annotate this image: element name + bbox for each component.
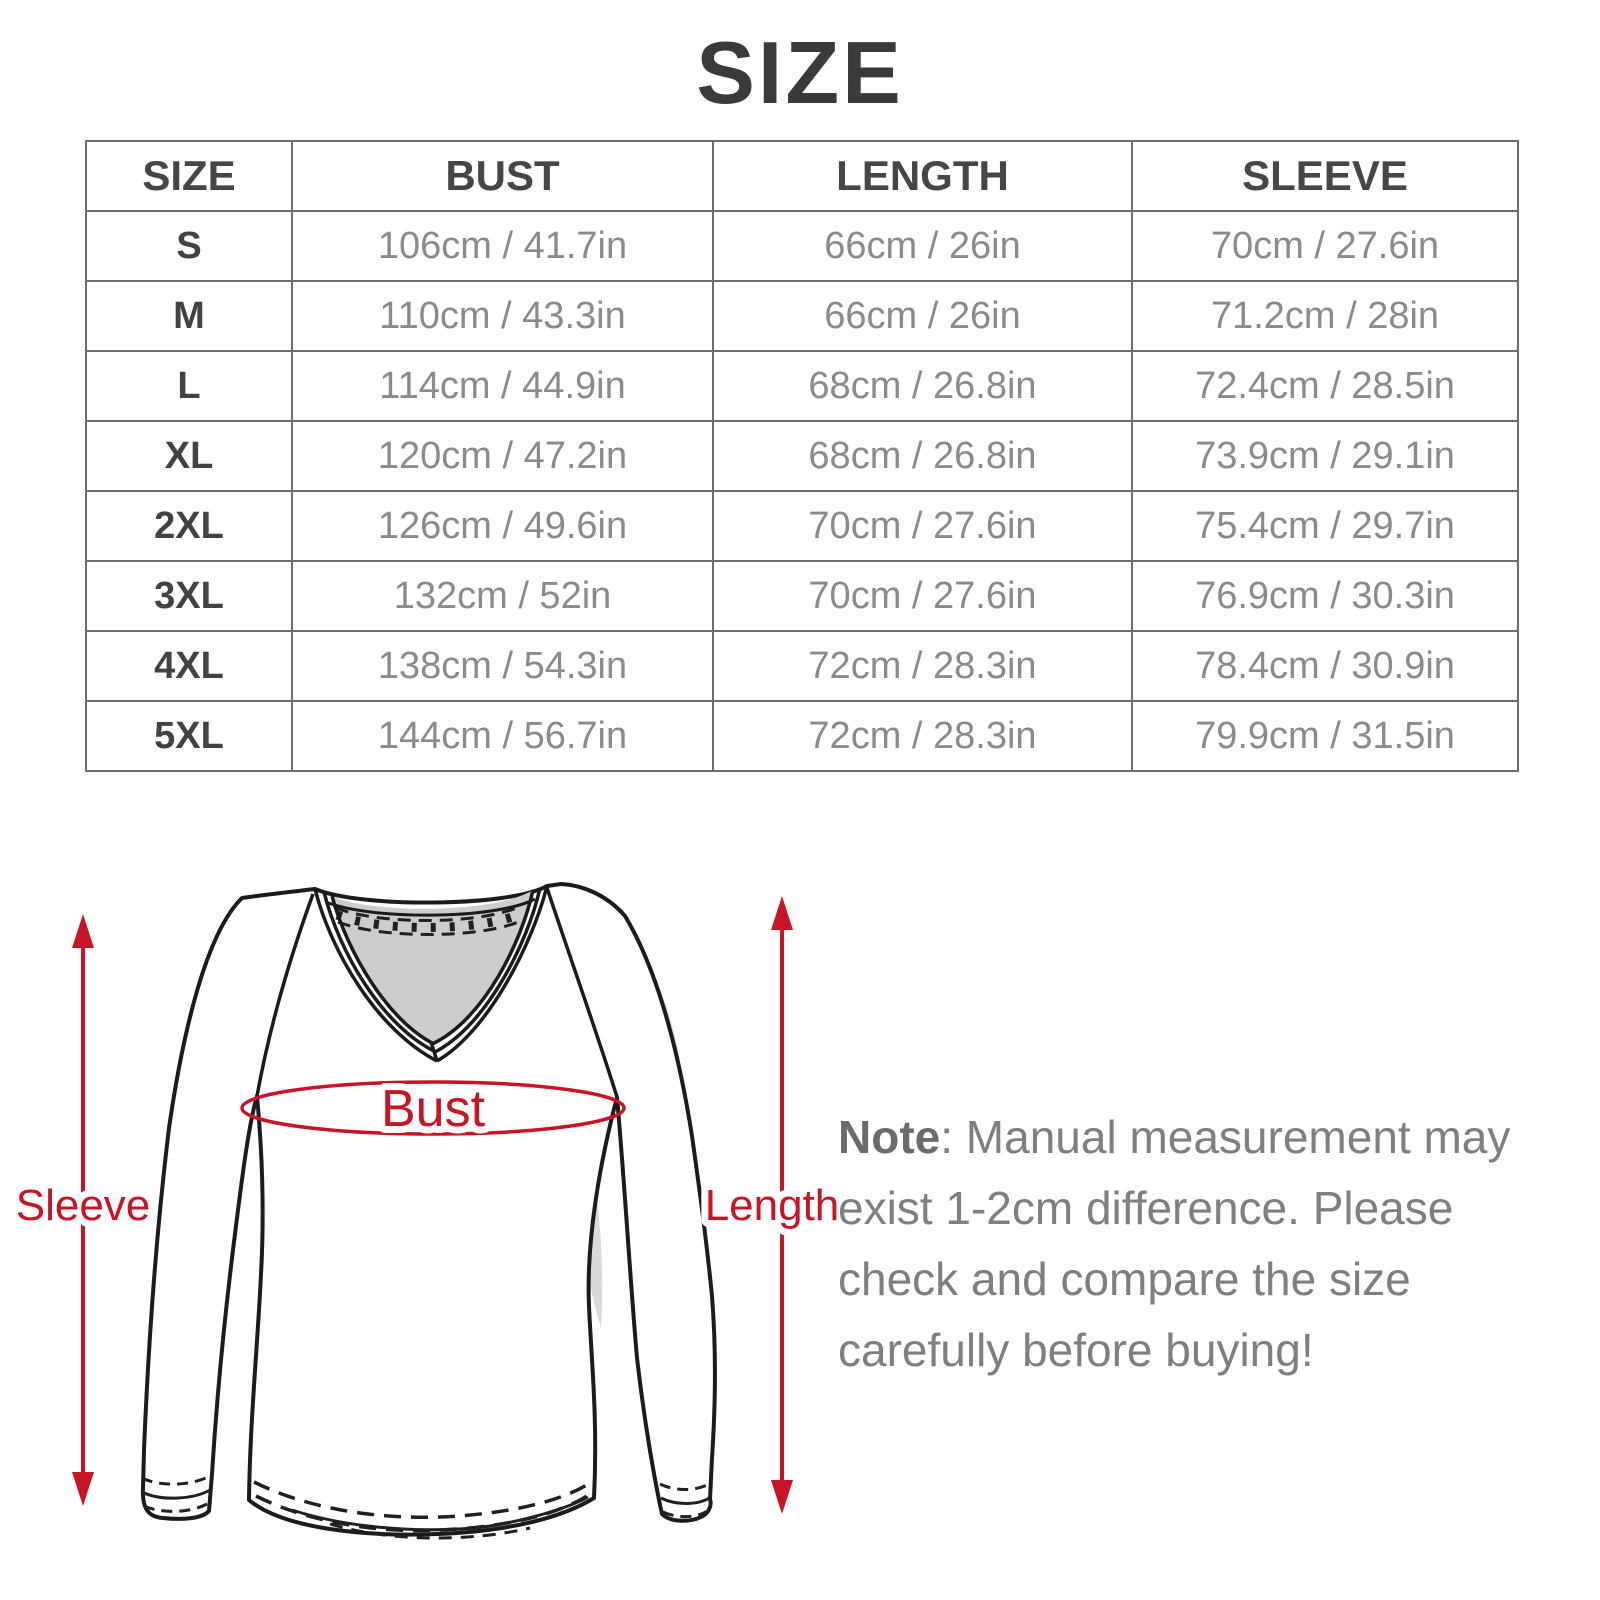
sleeve-value: 76.9cm / 30.3in (1132, 561, 1518, 631)
table-row (86, 561, 1518, 631)
length-value: 66cm / 26in (713, 281, 1132, 351)
size-label: 2XL (86, 491, 292, 561)
bust-value: 110cm / 43.3in (292, 281, 713, 351)
bust-value: 106cm / 41.7in (292, 211, 713, 281)
sleeve-value: 75.4cm / 29.7in (1132, 491, 1518, 561)
size-label: XL (86, 421, 292, 491)
table-row (86, 281, 1518, 351)
bust-value: 138cm / 54.3in (292, 631, 713, 701)
sleeve-value: 71.2cm / 28in (1132, 281, 1518, 351)
sleeve-value: 78.4cm / 30.9in (1132, 631, 1518, 701)
size-label: 5XL (86, 701, 292, 771)
size-label: L (86, 351, 292, 421)
bust-value: 120cm / 47.2in (292, 421, 713, 491)
bust-value: 144cm / 56.7in (292, 701, 713, 771)
bust-value: 132cm / 52in (292, 561, 713, 631)
size-label: S (86, 211, 292, 281)
table-row (86, 491, 1518, 561)
note-paragraph (838, 1102, 1544, 1386)
table-row (86, 421, 1518, 491)
length-label: Length (704, 1181, 840, 1230)
table-header-row (86, 141, 1518, 211)
length-value: 72cm / 28.3in (713, 701, 1132, 771)
length-value: 70cm / 27.6in (713, 561, 1132, 631)
page-title: SIZE (696, 23, 904, 122)
table-row (86, 211, 1518, 281)
sleeve-label: Sleeve (15, 1181, 151, 1230)
header-sleeve: SLEEVE (1132, 141, 1518, 211)
size-table (85, 140, 1519, 772)
header-size: SIZE (86, 141, 292, 211)
table-row (86, 631, 1518, 701)
size-label: M (86, 281, 292, 351)
size-label: 4XL (86, 631, 292, 701)
note-label: Note (838, 1111, 941, 1163)
sleeve-value: 73.9cm / 29.1in (1132, 421, 1518, 491)
shirt-measurement-diagram (15, 858, 840, 1578)
header-bust: BUST (292, 141, 713, 211)
note-text: : Manual measurement may exist 1-2cm difference. Please check and compare the size carefully before buying! (838, 1111, 1511, 1376)
bust-value: 126cm / 49.6in (292, 491, 713, 561)
length-value: 68cm / 26.8in (713, 351, 1132, 421)
bust-label: Bust (380, 1080, 486, 1138)
table-row (86, 701, 1518, 771)
table-row (86, 351, 1518, 421)
length-value: 70cm / 27.6in (713, 491, 1132, 561)
length-value: 66cm / 26in (713, 211, 1132, 281)
sleeve-value: 79.9cm / 31.5in (1132, 701, 1518, 771)
size-label: 3XL (86, 561, 292, 631)
length-value: 68cm / 26.8in (713, 421, 1132, 491)
length-value: 72cm / 28.3in (713, 631, 1132, 701)
bust-value: 114cm / 44.9in (292, 351, 713, 421)
sleeve-value: 70cm / 27.6in (1132, 211, 1518, 281)
sleeve-value: 72.4cm / 28.5in (1132, 351, 1518, 421)
header-length: LENGTH (713, 141, 1132, 211)
